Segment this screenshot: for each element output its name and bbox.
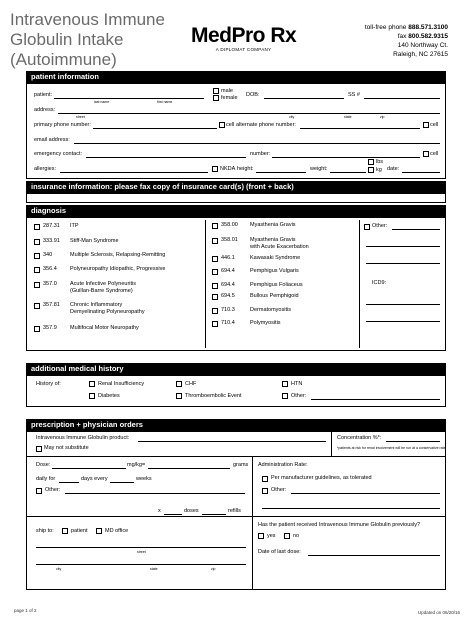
days-every-field[interactable] xyxy=(110,482,134,483)
diagnosis-name: Multifocal Motor Neuropathy xyxy=(70,325,139,331)
diagnosis-other-line2[interactable] xyxy=(366,246,440,247)
prescription-section-header: prescription + physician orders xyxy=(26,419,446,431)
dose-other-checkbox[interactable] xyxy=(36,488,42,494)
may-not-substitute-checkbox[interactable] xyxy=(36,446,42,452)
diagnosis-name-line2: (Guillan-Barre Syndrome) xyxy=(70,288,133,294)
icd9-line2[interactable] xyxy=(366,321,440,322)
product-field[interactable] xyxy=(138,441,326,442)
diagnosis-code: 357.81 xyxy=(43,302,60,308)
dose-field[interactable] xyxy=(52,468,126,469)
male-checkbox[interactable] xyxy=(213,88,219,94)
received-no-checkbox[interactable] xyxy=(284,533,290,539)
diagnosis-name: Kawasaki Syndrome xyxy=(250,255,301,261)
diagnosis-code: 694.4 xyxy=(221,268,235,274)
diagnosis-name: Bullous Pemphigoid xyxy=(250,293,299,299)
diagnosis-code: 358.00 xyxy=(221,222,238,228)
doses-field[interactable] xyxy=(164,514,182,515)
diagnosis-checkbox[interactable] xyxy=(212,308,218,314)
alt-cell-checkbox[interactable] xyxy=(423,122,429,128)
page-number: page 1 of 2 xyxy=(14,608,37,613)
female-checkbox[interactable] xyxy=(213,95,219,101)
diagnosis-name-line2: Demyelinating Polyneuropathy xyxy=(70,309,145,315)
diagnosis-code: 356.4 xyxy=(43,266,57,272)
weight-field[interactable] xyxy=(330,172,366,173)
htn-checkbox[interactable] xyxy=(282,381,288,387)
emergency-number-field[interactable] xyxy=(272,157,420,158)
diagnosis-checkbox[interactable] xyxy=(34,239,40,245)
ship-patient-checkbox[interactable] xyxy=(62,528,68,534)
diagnosis-checkbox[interactable] xyxy=(212,269,218,275)
diagnosis-code: 340 xyxy=(43,252,53,258)
diagnosis-checkbox[interactable] xyxy=(212,238,218,244)
address-field[interactable] xyxy=(58,113,440,114)
diagnosis-code: 287.31 xyxy=(43,223,60,229)
allergies-field[interactable] xyxy=(60,172,208,173)
diagnosis-name: Polymyositis xyxy=(250,320,281,326)
alt-phone-field[interactable] xyxy=(300,128,420,129)
grams-field[interactable] xyxy=(148,468,230,469)
rate-other-line2[interactable] xyxy=(262,508,440,509)
brand-name: MedPro Rx xyxy=(191,24,297,47)
chf-checkbox[interactable] xyxy=(176,381,182,387)
diagnosis-name: Myasthenia Gravis xyxy=(250,222,296,228)
diagnosis-code: 357.0 xyxy=(43,281,57,287)
ship-city-field[interactable] xyxy=(36,564,246,565)
diagnosis-name: Chronic Inflammatory xyxy=(70,302,123,308)
diagnosis-code: 333.91 xyxy=(43,238,60,244)
diagnosis-name: Pemphigus Foliaceus xyxy=(250,282,303,288)
daily-for-field[interactable] xyxy=(59,482,79,483)
form-title: Intravenous Immune Globulin Intake (Autoimmune) xyxy=(10,10,165,69)
diagnosis-code: 694.4 xyxy=(221,282,235,288)
diagnosis-checkbox[interactable] xyxy=(34,326,40,332)
brand-logo xyxy=(191,25,296,52)
diagnosis-checkbox[interactable] xyxy=(212,283,218,289)
updated-date: Updated on 06/20/16 xyxy=(417,610,460,615)
diagnosis-checkbox[interactable] xyxy=(34,267,40,273)
history-section xyxy=(26,375,446,407)
rate-other-field[interactable] xyxy=(291,493,440,494)
renal-checkbox[interactable] xyxy=(89,381,95,387)
diagnosis-name: Dermatomyositis xyxy=(250,307,291,313)
diagnosis-code: 358.01 xyxy=(221,237,238,243)
emergency-contact-field[interactable] xyxy=(86,157,246,158)
nkda-checkbox[interactable] xyxy=(212,166,218,172)
history-section-header: additional medical history xyxy=(26,363,446,375)
icd9-field[interactable] xyxy=(366,304,440,305)
diagnosis-name: Stiff-Man Syndrome xyxy=(70,238,119,244)
brand-tagline: A DIPLOMAT COMPANY xyxy=(215,47,272,52)
patient-section-header: patient information xyxy=(26,71,446,83)
diagnosis-name: Pemphigus Vulgaris xyxy=(250,268,299,274)
ship-md-office-checkbox[interactable] xyxy=(96,528,102,534)
per-manufacturer-checkbox[interactable] xyxy=(262,476,268,482)
diagnosis-checkbox[interactable] xyxy=(34,282,40,288)
diagnosis-other-field[interactable] xyxy=(392,229,440,230)
diagnosis-code: 357.9 xyxy=(43,325,57,331)
patient-name-field[interactable] xyxy=(54,98,204,99)
lbs-checkbox[interactable] xyxy=(368,159,374,165)
concentration-field[interactable] xyxy=(386,441,440,442)
diagnosis-section-header: diagnosis xyxy=(26,205,446,217)
refills-field[interactable] xyxy=(202,514,226,515)
ssn-field[interactable] xyxy=(364,98,440,99)
received-yes-checkbox[interactable] xyxy=(258,533,264,539)
contact-block: toll-free phone 888.571.3100 fax 800.582.9315 140 Northway Ct. Raleigh, NC 27615 xyxy=(364,24,448,58)
date-field[interactable] xyxy=(402,172,440,173)
insurance-section xyxy=(26,193,446,203)
email-field[interactable] xyxy=(74,143,440,144)
diagnosis-name-line2: with Acute Exacerbation xyxy=(250,244,309,250)
diagnosis-checkbox[interactable] xyxy=(212,223,218,229)
diagnosis-checkbox[interactable] xyxy=(212,294,218,300)
height-field[interactable] xyxy=(256,172,306,173)
last-dose-field[interactable] xyxy=(308,555,440,556)
diabetes-checkbox[interactable] xyxy=(89,393,95,399)
primary-phone-field[interactable] xyxy=(93,128,217,129)
emergency-cell-checkbox[interactable] xyxy=(423,151,429,157)
diagnosis-name: Acute Infective Polyneuritis xyxy=(70,281,137,287)
diagnosis-code: 710.3 xyxy=(221,307,235,313)
diagnosis-checkbox[interactable] xyxy=(212,256,218,262)
rate-other-checkbox[interactable] xyxy=(262,488,268,494)
diagnosis-code: 710.4 xyxy=(221,320,235,326)
kg-checkbox[interactable] xyxy=(368,167,374,173)
diagnosis-name: Polyneuropathy Idiopathic, Progressive xyxy=(70,266,166,272)
diagnosis-name: Multiple Sclerosis, Relapsing-Remitting xyxy=(70,252,166,258)
thrombo-checkbox[interactable] xyxy=(176,393,182,399)
diagnosis-name: Myasthenia Gravis xyxy=(250,237,296,243)
primary-cell-checkbox[interactable] xyxy=(219,122,225,128)
ship-street-field[interactable] xyxy=(36,547,246,548)
diagnosis-name: ITP xyxy=(70,223,79,229)
dose-other-field[interactable] xyxy=(65,493,245,494)
diagnosis-other-line3[interactable] xyxy=(366,263,440,264)
diagnosis-checkbox[interactable] xyxy=(212,321,218,327)
dob-field[interactable] xyxy=(264,98,344,99)
diagnosis-checkbox[interactable] xyxy=(34,224,40,230)
diagnosis-other-checkbox[interactable] xyxy=(364,224,370,230)
diagnosis-checkbox[interactable] xyxy=(34,303,40,309)
diagnosis-code: 446.1 xyxy=(221,255,235,261)
diagnosis-checkbox[interactable] xyxy=(34,253,40,259)
history-other-checkbox[interactable] xyxy=(282,393,288,399)
diagnosis-code: 694.5 xyxy=(221,293,235,299)
insurance-section-header: insurance information: please fax copy of insurance card(s) (front + back) xyxy=(26,181,446,193)
history-other-field[interactable] xyxy=(311,399,440,400)
